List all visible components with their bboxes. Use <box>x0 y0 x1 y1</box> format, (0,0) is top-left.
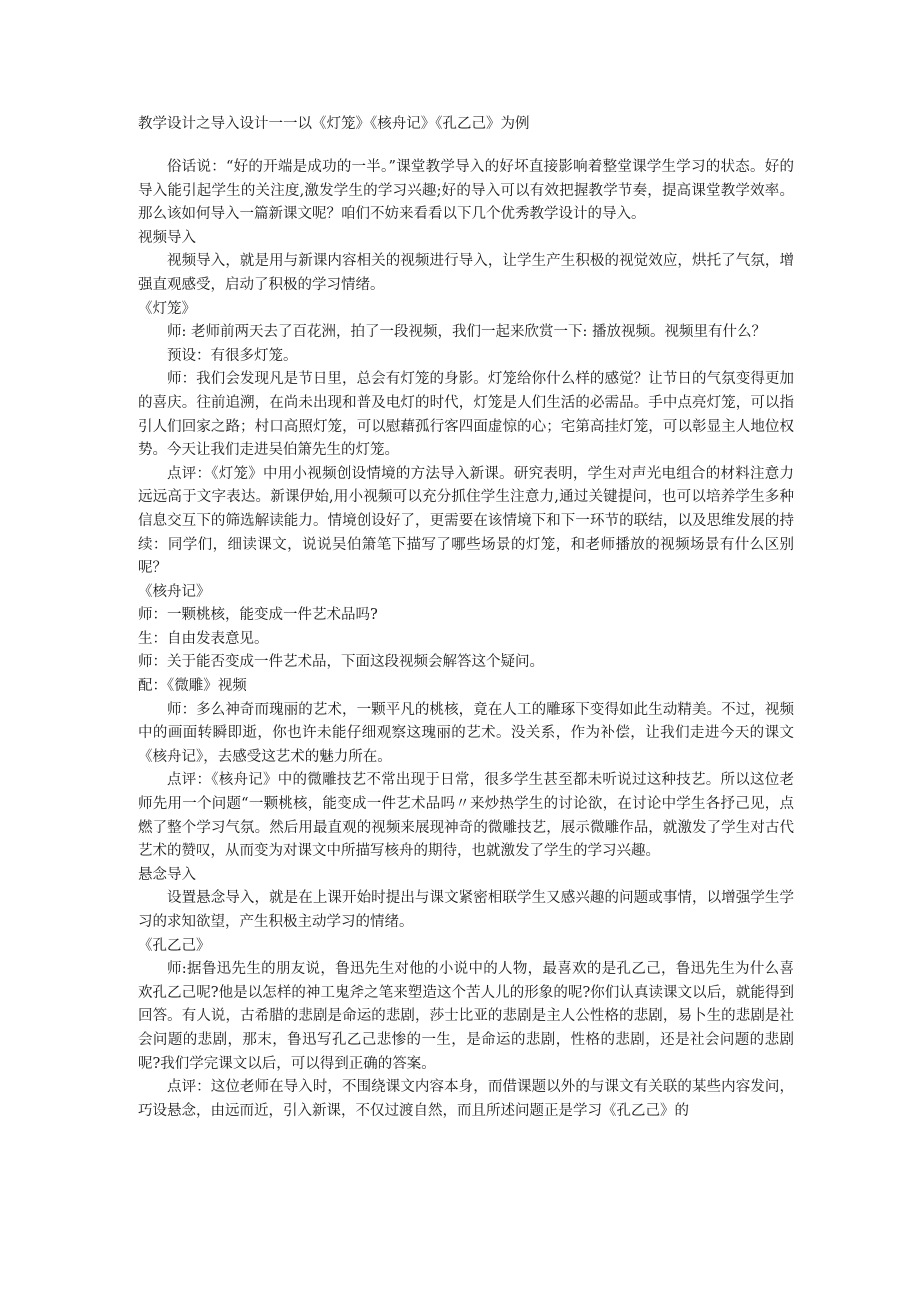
section-heading-suspense: 悬念导入 <box>138 866 196 883</box>
subheading-nuclear-boat: 《核舟记》 <box>138 583 211 600</box>
paragraph-lantern-preset: 预设：有很多灯笼。 <box>167 347 298 364</box>
paragraph-boat-teacher: 师：一颗桃核，能变成一件艺术品吗? <box>138 607 378 624</box>
document-body <box>138 156 794 1123</box>
paragraph-boat-teacher-3: 师：多么神奇而瑰丽的艺术，一颗平凡的桃核，竟在人工的雕琢下变得如此生动精美。不过，视频中的画面转瞬即逝，你也许未能仔细观察这瑰丽的艺术。没关系，作为补偿，让我们走进今天的课文《核舟记》，去感受这艺术的魅力所在。 <box>138 701 794 765</box>
paragraph-lantern-teacher-2: 师：我们会发现凡是节日里，总会有灯笼的身影。灯笼给你什么样的感觉？让节日的气氛变得更加的喜庆。往前追溯，在尚未出现和普及电灯的时代，灯笼是人们生活的必需品。手中点亮灯笼，可以指引人们回家之路；村口高照灯笼，可以慰藉孤行客四面虚惊的心；宅第高挂灯笼，可以彰显主人地位权势。今天让我们走进吴伯箫先生的灯笼。 <box>138 371 794 459</box>
subheading-kong-yiji: 《孔乙己》 <box>138 937 211 954</box>
paragraph-boat-student: 生：自由发表意见。 <box>138 630 269 647</box>
document-title: 教学设计之导入设计一一以《灯笼》《核舟记》《孔乙己》为例 <box>138 116 530 132</box>
paragraph-kong-comment: 点评：这位老师在导入时，不围绕课文内容本身，而借课题以外的与课文有关联的某些内容发问，巧设悬念，由远而近，引入新课，不仅过渡自然，而且所述问题正是学习《孔乙己》的 <box>138 1079 794 1119</box>
paragraph-boat-comment: 点评：《核舟记》中的微雕技艺不常出现于日常，很多学生甚至都未听说过这种技艺。所以这位老师先用一个问题“一颗桃核，能变成一件艺术品吗〃来炒热学生的讨论欲，在讨论中学生各抒己见，点燃了整个学习气氛。然后用最直观的视频来展现神奇的微雕技艺，展示微雕作品，就激发了学生对古代艺术的赞叹，从而变为对课文中所描写核舟的期待，也就激发了学生的学习兴趣。 <box>138 772 794 860</box>
paragraph-suspense-definition: 设置悬念导入，就是在上课开始时提出与课文紧密相联学生又感兴趣的问题或事情，以增强学生学习的求知欲望，产生积极主动学习的情绪。 <box>138 890 794 930</box>
paragraph-boat-video: 配：《微雕》视频 <box>138 678 247 695</box>
paragraph-lantern-teacher: 师: 老师前两天去了百花洲，拍了一段视频，我们一起来欣赏一下: 播放视频。视频里有什么？ <box>167 324 766 341</box>
subheading-lantern: 《灯笼》 <box>138 300 196 317</box>
paragraph-boat-teacher-2: 师：关于能否变成一件艺术品，下面这段视频会解答这个疑问。 <box>138 654 544 671</box>
paragraph-intro: 俗话说：“好的开端是成功的一半。”课堂教学导入的好坏直接影响着整堂课学生学习的状态。好的导入能引起学生的关注度,激发学生的学习兴趣;好的导入可以有效把握教学节奏，提高课堂教学效率。那么该如何导入一篇新课文呢？咱们不妨来看看以下几个优秀教学设计的导入。 <box>138 159 794 223</box>
section-heading-video: 视频导入 <box>138 229 196 246</box>
paragraph-video-definition: 视频导入，就是用与新课内容相关的视频进行导入，让学生产生积极的视觉效应，烘托了气氛，增强直观感受，启动了积极的学习情绪。 <box>138 253 794 293</box>
paragraph-lantern-comment: 点评：《灯笼》中用小视频创设情境的方法导入新课。研究表明，学生对声光电组合的材料注意力远远高于文字表达。新课伊始,用小视频可以充分抓住学生注意力,通过关键提问，也可以培养学生多种信息交互下的筛选解读能力。情境创设好了，更需要在该情境下和下一环节的联结，以及思维发展的持续：同学们，细读课文，说说吴伯箫笔下描写了哪些场景的灯笼，和老师播放的视频场景有什么区别呢？ <box>138 465 794 577</box>
paragraph-kong-teacher: 师:据鲁迅先生的朋友说，鲁迅先生对他的小说中的人物，最喜欢的是孔乙己，鲁迅先生为什么喜欢孔乙己呢?他是以怎样的神工鬼斧之笔来塑造这个苦人儿的形象的呢?你们认真读课文以后，就能得到回答。有人说，古希腊的悲剧是命运的悲剧，莎士比亚的悲剧是主人公性格的悲剧，易卜生的悲剧是社会问题的悲剧，那末，鲁迅写孔乙己悲惨的一生，是命运的悲剧，性格的悲剧，还是社会问题的悲剧呢?我们学完课文以后，可以得到正确的答案。 <box>138 961 794 1072</box>
